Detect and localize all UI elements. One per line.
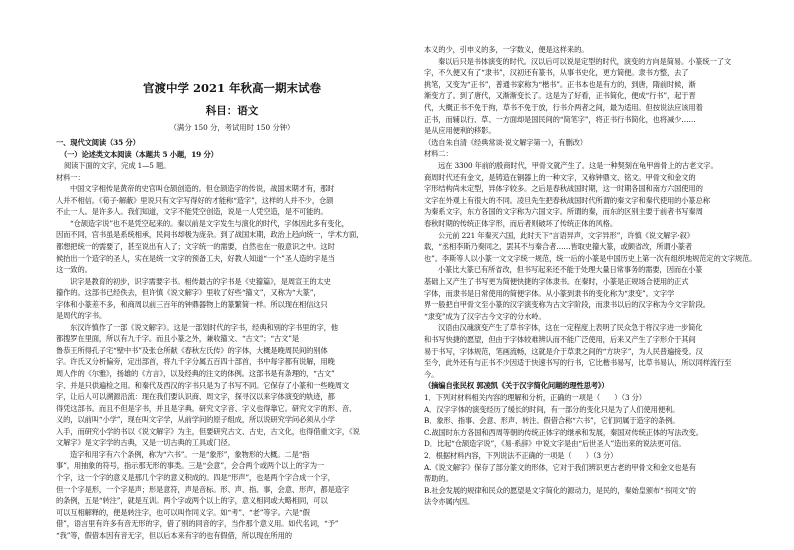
text-line: 这一致的。 bbox=[56, 265, 92, 275]
text-line: 造字和用字有六个条例，称为“六书”。一是“象形”，象物形的大概。二是“指 bbox=[70, 449, 310, 459]
text-line: 字、并是只供遍检之用。和秦代及西汉的字书只是为了书写不同。它保存了小篆和一些晚周文 bbox=[56, 380, 350, 390]
text-line: 但一个字是形，一个字是声；形是意符，声是音标。形、声、指、事，会意、形声，都是造字 bbox=[56, 484, 350, 494]
text-line: 是从应用便利的移影。 bbox=[424, 126, 496, 136]
text-line: D．比起“仓颉造字说”，《易·系辞》中说文字是由“后世圣人”造出来的说法更可信。 bbox=[424, 439, 686, 449]
text-line: 基础上又产生了书写更为简便快捷的字体隶书。在秦时，小篆是正规场合使用的正式 bbox=[424, 277, 689, 286]
score-note: （满分 150 分，考试用时 150 分钟） bbox=[169, 123, 295, 132]
text-line: 阅读下面的文字，完成 1—5 题。 bbox=[64, 161, 171, 171]
exam-title: 官渡中学 2021 年秋高一期末试卷 bbox=[142, 81, 321, 95]
text-line: 挑笔，又变为“正书”，普通书家称为“楷书”。正书本也是有方的，到唐，隋前时候，渐 bbox=[424, 79, 696, 89]
text-line: 东汉许慎作了一部《说文解字》。这是一部划时代的字书，经典和别的字书里的字，他 bbox=[70, 322, 338, 332]
text-line: 可以互相解释的，便是转注字，也可以叫作同义字。如“考”、“老”等字。六是“假 bbox=[56, 507, 310, 517]
text-line: 易于书写，字体规范，笔画流畅，这就是介于草隶之间的“方块字”，为人民普遍接受。汉 bbox=[424, 346, 703, 356]
text-line: A．汉字字体的演变经历了缓长的时间，有一部分的变化只是为了人们使用便利。 bbox=[424, 404, 680, 414]
text-line: 借”，语言里有许多有音无形的字，借了别的同音的字，当作那个意义用。如代名词，“予” bbox=[56, 519, 339, 529]
text-line: 字体，而隶书是日常使用的简便字体。从小篆到隶书的变化称为“隶变”。文字学 bbox=[424, 288, 675, 298]
text-line: 得凭这部书。而且不但是字书，并且是字典。研究文字音、字义也得靠它。研究文字的形、音、 bbox=[56, 403, 357, 413]
text-line: （摘编自张民权 郭凌凯《关于汉字简化问题的理性思考》） bbox=[424, 381, 609, 391]
text-line: 字，让后人可以溯源沿流：现在我们要认识商、周文字，探寻汉以来字体演变的轨迹，都 bbox=[56, 392, 335, 402]
text-line: A.《说文解字》保存了部分篆文的形体，它对于我们辨识更古老的甲骨文和金文也是有 bbox=[424, 462, 696, 472]
text-line: 字。许氏又分析偏旁，定出部首，将九千字分属五百四十部首，书中每字都有说解，用晚 bbox=[56, 357, 335, 367]
text-line: C.战国时东方各国和西周等朝的传统正体字的继承和发展，秦国对传统正体的写法改变。 bbox=[424, 427, 703, 437]
text-line: 正书，而辅以行、草、一方面却是国民间的“简笔字”，将正书行书简化，也将减少…… bbox=[424, 114, 696, 124]
text-line: “我”等，假借本因有音无字，但以后本来有字的也有假借，所以现在所用的 bbox=[56, 530, 292, 540]
text-line: 代，大概正书不免于拘，草书不免于放，行书介两者之间，最为适用。但按说法应该用着 bbox=[424, 103, 703, 112]
text-line: 渐变方了。到了唐代，又渐渐变长了。这是为了好看，正书简化，便成“行书”，起于晋 bbox=[424, 91, 696, 101]
text-line: 周人作的《尔雅》，扬雄的《方言》，以及经典的注文的体例。这部书是有条理的，“古文” bbox=[56, 369, 335, 378]
text-line: 人并不相信。《荀子·解蔽》里说只有文字写得好的才能称“造字”，这样的人并不少，仓颉 bbox=[56, 195, 334, 205]
text-line: “仓颉造字说”也不是凭空起来的。秦以前是文字发生与演化的时代，字体因此多有变化， bbox=[70, 218, 349, 228]
text-line: 商周时代还有金文，是铸造在铜器上的一种文字，又称钟鼎文、铭文。甲骨文和金文的 bbox=[424, 172, 696, 182]
text-line: 汉语由汉魂演变产生了草书字体，这在一定程度上表明了民众急于将汉字进一步简化 bbox=[438, 323, 703, 333]
text-line: 个字，这一个字的意义是那几个字的意义积成的。四是“形声”，也是两个字合成一个字， bbox=[56, 472, 335, 482]
text-line: 公元前 221 年秦灭六国，此时天下“言语异声，文字异形”，许慎《说文解字·叙》 bbox=[438, 230, 694, 240]
subject-heading: 科目：语文 bbox=[205, 105, 259, 117]
text-line: 因而不同，官书虽是系统相承，民间书却极为庞杂。到了战国末期，政治上趋向统一，学术方面， bbox=[56, 230, 364, 240]
text-line: 界一般把自甲骨文至小篆的汉字演变称为古文字阶段，而隶书以后的汉字称为今文字阶段。 bbox=[424, 300, 710, 310]
text-line: 识字是教育的初步，识字需要字书。相传最古的字书是《史籀篇》，是周宣王的太史 bbox=[70, 276, 331, 286]
text-line: B.社会发展的规律和民众的愿望是文字简化的源动力，是民的，秦始皇颁布“书同文”的 bbox=[424, 485, 696, 495]
text-line: 文解字》是文字学的古典，又是一切古典的工具或门径。 bbox=[56, 438, 235, 448]
text-line: 小篆比大篆已有所省改，但书写起来还不能于处理大量日常事务的需要，因而在小篆 bbox=[438, 265, 703, 275]
text-line: 的条例，五是“转注”，就是互训。两个字或两个以上的字，意义相同或大略相同，可以 bbox=[56, 496, 328, 506]
text-line: B．象形、指事、会意、形声、转注、假借合称“六书”，它们同属于造字的条例。 bbox=[424, 416, 680, 426]
text-line: 字体和小篆差不多，和商周以前三百年的钟鼎器物上的篆繁简一样。所以现在相信这只 bbox=[56, 299, 328, 309]
text-line: 一、现代文阅读（35 分） bbox=[56, 138, 140, 147]
text-line: 远在 3300 年前的殷商时代，甲骨文就产生了。这是一种契刻在龟甲兽骨上的古老文字。 bbox=[438, 161, 718, 170]
text-line: 材料二： bbox=[424, 149, 453, 159]
text-line: 为秦系文字，东方各国的文字称为六国文字。所谓的秦，而东的区别主要于前者书写秦周 bbox=[424, 207, 703, 217]
text-line: 事”，用抽象的符号，指示那无形的事类。三是“会意”，会合两个或两个以上的字为一 bbox=[56, 461, 325, 471]
text-line: 都想把统一的需要了，甚至说出有人了；文字统一的需要，自然也在一般意识之中。这时 bbox=[56, 241, 335, 251]
text-line: 入手，而研究小学的书以《说文解字》为主，但要研究古文、古史，古文化，也得借重文字，《说 bbox=[56, 426, 360, 436]
text-line: 字形结构尚未定型，异体字较多。之后是春秋战国时期，这一时期各国和南方六国使用的 bbox=[424, 184, 703, 194]
text-line: 籀作的。这部书已经佚去，但许慎《说文解字》里收了好些“籀文”，又称为“大篆”， bbox=[56, 288, 321, 298]
text-line: 帮助的。 bbox=[424, 474, 453, 484]
text-line: 义的，以前叫“小学”，现在叫文字学，从前学问的原子组成，所以说研究学问必须从小学 bbox=[56, 415, 335, 425]
text-line: （选自朱自清《经典常谈·说文解字第一》，有删改） bbox=[424, 137, 587, 147]
text-line: 2．根据材料内容，下列说法不正确的一项是（ ）（3 分） bbox=[424, 451, 618, 460]
text-line: 中国文字相传是黄帝的史官叫仓颉创造的。但仓颉造字的传说，战国末期才有，那时 bbox=[70, 184, 335, 194]
text-line: （一）论述类文本阅读（本题共 5 小题，19 分） bbox=[60, 149, 218, 159]
text-line: “隶变”成为了汉字古今文字的分水岭。 bbox=[424, 311, 546, 321]
text-line: 也”。李斯等人以小篆一文文字统一规范，统一后的小篆是中国历史上第一次有组织地规范定的文字规范。 bbox=[424, 253, 757, 263]
text-line: 材料一： bbox=[56, 172, 85, 182]
text-line: 1．下列对材料相关内容的理解和分析，正确的一项是（ ）（3 分） bbox=[424, 393, 646, 402]
text-line: 鲁恭王所得孔子宅“壁中书”及张仓所献《春秋左氏传》的字体，大概是晚周民间的别体 bbox=[56, 345, 328, 355]
text-line: 候抬出一个造字的圣人，实在是统一文字的预备工夫，好教人知道“一个”圣人造的字是当 bbox=[56, 253, 335, 263]
text-line: 法令亦属内因。 bbox=[424, 497, 475, 507]
text-line: 春秋时期的传统正体字形，而后者则破坏了传统正体的风格。 bbox=[424, 219, 617, 228]
text-line: 载，“丞相李斯乃奏同之，罢其不与秦合者……皆取史籀大篆，或颇省改，所谓小篆者 bbox=[424, 242, 693, 252]
text-line: 和书写快捷的愿望，但由于字体较难辨认而不能广泛使用，后来又产生了字形介于其间 bbox=[424, 335, 696, 344]
text-line: 至今，此外还有与正书不少因适于快速书写的行书，它比楷书易写，比草书易认，所以同样流行至 bbox=[424, 358, 732, 368]
text-line: 不止一人。是许多人。我们知道，文字不能凭空创造，说是一人凭空造，是不可能的。 bbox=[56, 207, 328, 217]
text-line: 秦以后只是书体演变的时代。汉以后可以说是定型的时代，演变的方向是简易。小篆统一了文 bbox=[438, 56, 732, 66]
text-line: 字，不久便又有了“隶书”，汉初还有篆书，从事书史化，更方简便。隶书方整，去了 bbox=[424, 68, 689, 78]
text-line: 都搜罗在里面，所以有九千字。而且小篆之外，兼收籀文、“古文”；“古文”是 bbox=[56, 334, 300, 344]
text-line: 是周代的字书。 bbox=[56, 311, 107, 321]
text-line: 本义的少，引申义的多，一字数义，便是这样来的。 bbox=[424, 45, 589, 54]
text-line: 文字在外观上有很大的不同。凌旦先生把春秋战国时代所谓的秦文字和秦代使用的小篆总称 bbox=[424, 195, 710, 205]
text-line: 今。 bbox=[424, 369, 439, 379]
